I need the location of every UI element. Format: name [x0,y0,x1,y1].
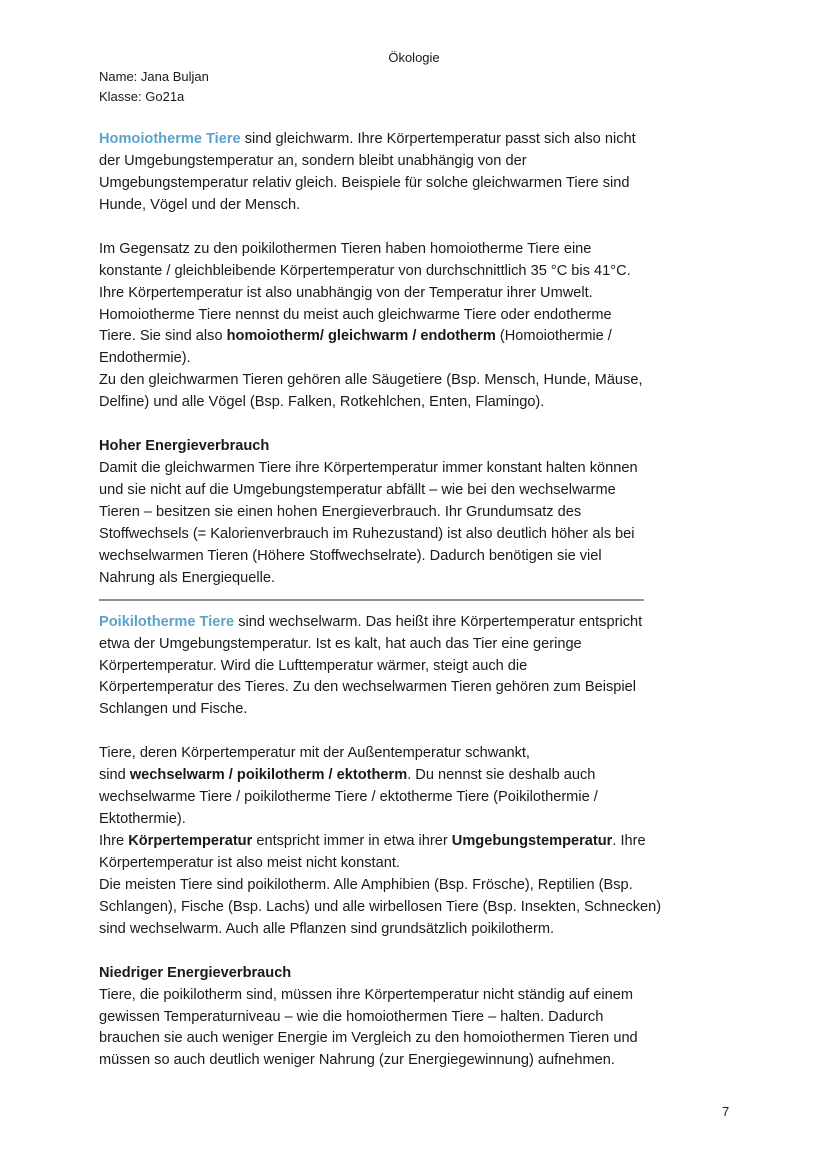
text-segment: Im Gegensatz zu den poikilothermen Tieren haben homoiotherme Tiere eine [99,240,592,257]
text-line [99,853,739,875]
text-line [99,919,739,941]
blank-line [99,941,739,963]
text-segment: und sie nicht auf die Umgebungstemperatur abfällt – wie bei den wechselwarme [99,482,616,498]
text-line [99,195,739,217]
text-line [99,1007,739,1029]
text-line [99,261,739,283]
text-line [99,546,739,568]
text-segment: konstante / gleichbleibende Körpertemperatur von durchschnittlich 35 °C bis 41°C. [99,262,631,279]
bold-text: homoiotherm/ gleichwarm / endotherm [226,328,496,345]
text-segment: Die meisten Tiere sind poikilotherm. Alle Amphibien (Bsp. Frösche), Reptilien (Bsp. [99,876,633,893]
text-segment: Tiere, deren Körpertemperatur mit der Außentemperatur schwankt, [99,745,530,762]
text-line [99,370,739,392]
text-segment: wechselwarme Tiere / poikilotherme Tiere / ektotherme Tiere (Poikilothermie / [99,789,598,806]
text-line [99,524,739,546]
blank-line [99,721,739,743]
text-segment: Umgebungstemperatur relativ gleich. Beispiele für solche gleichwarmen Tiere sind [99,174,630,191]
bold-text: Umgebungstemperatur [451,833,613,849]
student-class: Klasse: Go21a [99,89,185,104]
text-segment: sind gleichwarm. Ihre Körpertemperatur passt sich also nicht [240,131,636,147]
text-line [99,612,739,634]
page-number: 7 [722,1104,730,1119]
text-line [99,787,739,809]
text-line [99,436,739,458]
text-line [99,239,739,261]
document-body [99,129,739,1072]
text-line [99,634,739,656]
text-line [99,1050,739,1072]
bold-text: Niedriger Energieverbrauch [99,964,292,981]
text-segment: Tieren – besitzen sie einen hohen Energieverbrauch. Ihr Grundumsatz des [99,503,582,520]
text-segment: der Umgebungstemperatur an, sondern bleibt unabhängig von der [99,152,527,169]
text-line [99,458,739,480]
text-segment: Damit die gleichwarmen Tiere ihre Körpertemperatur immer konstant halten können [99,460,638,477]
divider-dashes: ———————————————————————————————————————— [99,591,643,608]
text-segment: Schlangen und Fische. [99,701,248,718]
text-line [99,765,739,787]
text-segment: Zu den gleichwarmen Tieren gehören alle Säugetiere (Bsp. Mensch, Hunde, Mäuse, [99,372,643,389]
text-segment: Körpertemperatur ist also meist nicht konstant. [99,854,400,871]
highlighted-term: Poikilotherme Tiere [99,613,235,630]
text-segment: sind wechselwarm. Das heißt ihre Körpertemperatur entspricht [234,613,643,630]
student-name: Name: Jana Buljan [99,69,209,84]
text-segment: Delfine) und alle Vögel (Bsp. Falken, Rotkehlchen, Enten, Flamingo). [99,394,545,411]
bold-text: Körpertemperatur [128,833,253,849]
text-segment: wechselwarmen Tieren (Höhere Stoffwechselrate). Dadurch benötigen sie viel [99,547,602,564]
text-line [99,897,739,919]
text-segment: Tiere. Sie sind also [99,328,227,345]
text-line [99,283,739,305]
blank-line [99,217,739,239]
blank-line [99,414,739,436]
text-line [99,173,739,195]
text-line [99,963,739,985]
text-line [99,1028,739,1050]
text-segment: Ihre [99,833,129,849]
text-segment: Nahrung als Energiequelle. [99,569,276,586]
highlighted-term: Homoiotherme Tiere [99,131,241,147]
text-segment: gewissen Temperaturniveau – wie die homoiothermen Tiere – halten. Dadurch [99,1008,604,1025]
text-segment: Stoffwechsels (= Kalorienverbrauch im Ruhezustand) ist also deutlich höher als bei [99,525,635,542]
text-line [99,480,739,502]
text-segment: Ektothermie). [99,811,186,828]
text-line [99,875,739,897]
text-line [99,699,739,721]
page-header-title: Ökologie [388,50,440,65]
text-segment: etwa der Umgebungstemperatur. Ist es kalt, hat auch das Tier eine geringe [99,635,582,652]
text-segment: entspricht immer in etwa ihrer [252,833,452,849]
text-segment: Schlangen), Fische (Bsp. Lachs) und alle wirbellosen Tiere (Bsp. Insekten, Schnecken) [99,898,662,915]
bold-text: wechselwarm / poikilotherm / ektotherm [129,767,408,784]
text-segment: Ihre Körpertemperatur ist also unabhängig von der Temperatur ihrer Umwelt. [99,284,593,301]
text-line [99,809,739,831]
text-line [99,985,739,1007]
bold-text: Hoher Energieverbrauch [99,438,270,455]
text-line [99,348,739,370]
text-line [99,656,739,678]
text-segment: (Homoiothermie / [495,328,612,345]
text-segment: brauchen sie auch weniger Energie im Vergleich zu den homoiothermen Tieren und [99,1030,638,1047]
text-line [99,831,739,853]
text-segment: . Ihre [612,833,646,849]
text-line [99,305,739,327]
text-segment: sind wechselwarm. Auch alle Pflanzen sind grundsätzlich poikilotherm. [99,920,555,937]
text-line [99,129,739,151]
text-segment: Tiere, die poikilotherm sind, müssen ihre Körpertemperatur nicht ständig auf einem [99,986,634,1003]
text-segment: Körpertemperatur des Tieres. Zu den wechselwarmen Tieren gehören zum Beispiel [99,679,636,696]
section-divider [99,590,739,612]
text-segment: sind [99,767,130,784]
text-line [99,392,739,414]
text-segment: Körpertemperatur. Wird die Lufttemperatur wärmer, steigt auch die [99,657,528,674]
text-line [99,743,739,765]
text-line [99,151,739,173]
text-line [99,677,739,699]
text-line [99,568,739,590]
text-line [99,326,739,348]
text-segment: Homoiotherme Tiere nennst du meist auch gleichwarme Tiere oder endotherme [99,306,612,323]
text-segment: . Du nennst sie deshalb auch [407,767,596,784]
text-line [99,502,739,524]
text-segment: müssen so auch deutlich weniger Nahrung (zur Energiegewinnung) aufnehmen. [99,1052,615,1069]
text-segment: Endothermie). [99,350,191,367]
text-segment: Hunde, Vögel und der Mensch. [99,196,301,213]
